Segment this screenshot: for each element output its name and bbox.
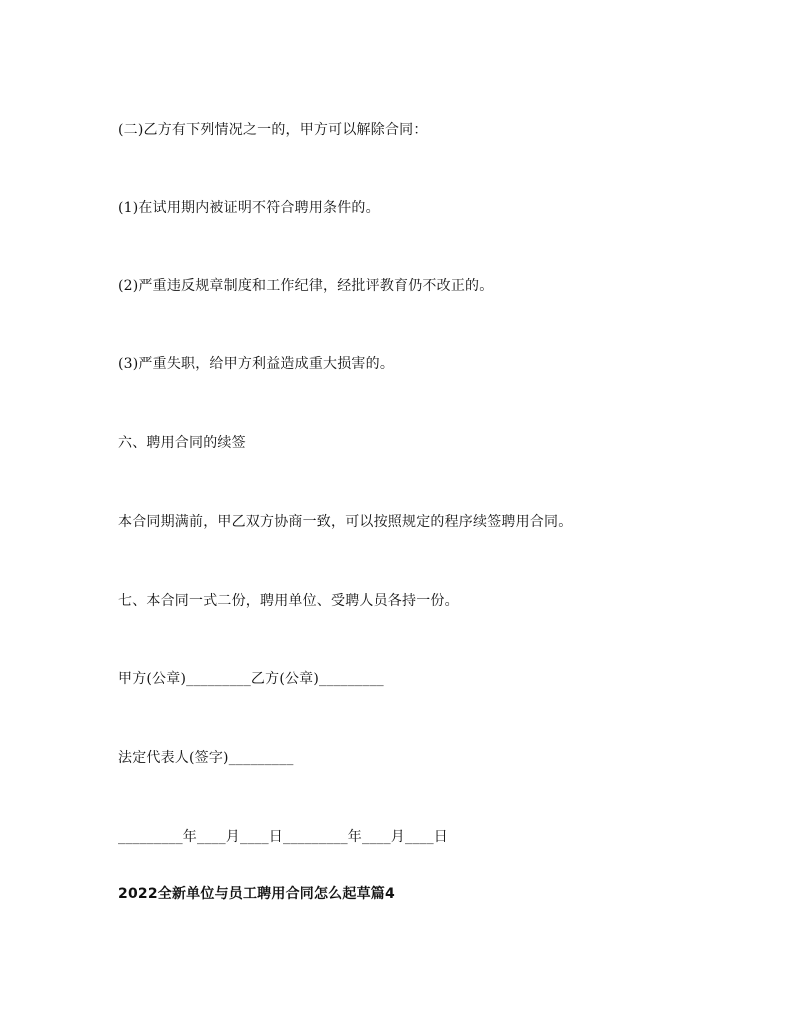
signature-seals-line: 甲方(公章)_________乙方(公章)_________: [118, 671, 384, 687]
section-title-contract-renewal: 六、聘用合同的续签: [118, 435, 246, 451]
clause-serious-dereliction: (3)严重失职，给甲方利益造成重大损害的。: [118, 356, 395, 372]
clause-renewal-procedure: 本合同期满前，甲乙双方协商一致，可以按照规定的程序续签聘用合同。: [118, 514, 573, 530]
section-heading: 2022全新单位与员工聘用合同怎么起草篇4: [118, 886, 395, 902]
clause-party-b-termination-conditions: (二)乙方有下列情况之一的，甲方可以解除合同：: [118, 122, 428, 138]
legal-representative-signature-line: 法定代表人(签字)_________: [118, 750, 294, 766]
clause-probation-unqualified: (1)在试用期内被证明不符合聘用条件的。: [118, 200, 380, 216]
clause-serious-violation: (2)严重违反规章制度和工作纪律，经批评教育仍不改正的。: [118, 278, 494, 294]
date-line: _________年____月____日_________年____月____日: [118, 829, 448, 845]
clause-copies: 七、本合同一式二份，聘用单位、受聘人员各持一份。: [118, 593, 459, 609]
